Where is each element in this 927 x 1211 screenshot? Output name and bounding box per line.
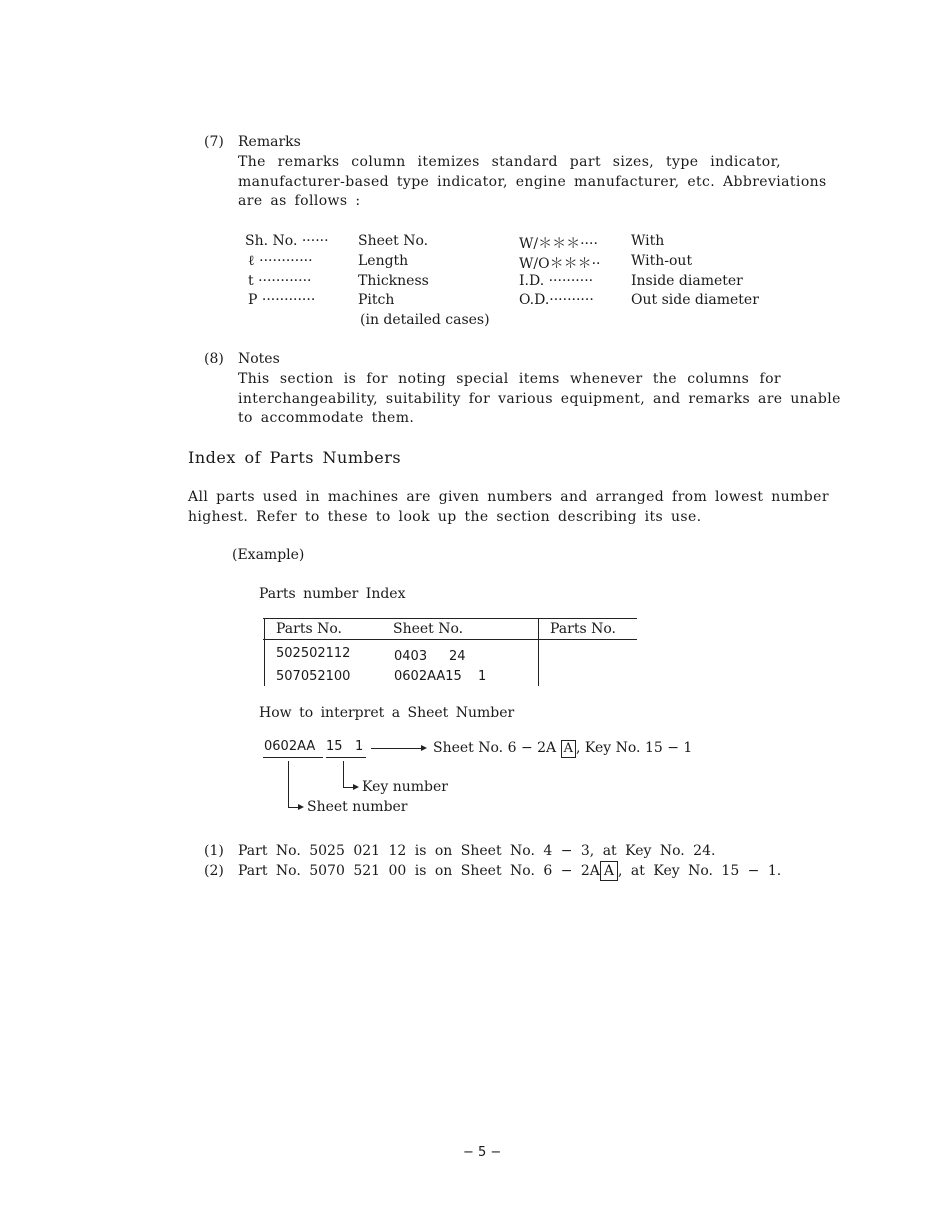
abbreviation-key: t ············ <box>248 273 312 289</box>
table-top-rule <box>263 618 637 619</box>
index-line: highest. Refer to these to look up the section describing its use. <box>188 508 702 525</box>
explanation-prefix: Part No. 5070 521 00 is on Sheet No. 6 − 2A <box>238 863 600 879</box>
remarks-line: are as follows : <box>238 193 361 210</box>
abbreviation-meaning: Out side diameter <box>631 292 759 308</box>
table-header-sheet-no: Sheet No. <box>393 621 464 637</box>
table-header-parts-no-2: Parts No. <box>550 621 616 637</box>
table-cell-key: 1 <box>478 669 487 684</box>
code-sheet-part: 0602AA <box>264 739 316 754</box>
key-underline <box>326 757 366 758</box>
abbreviation-meaning: Thickness <box>358 273 429 289</box>
table-cell-key: 24 <box>449 649 466 664</box>
key-connector-vertical <box>343 761 344 787</box>
abbreviation-key: Sh. No. ······ <box>245 233 329 249</box>
sheet-connector-vertical <box>288 761 289 807</box>
notes-line: interchangeability, suitability for various equipment, and remarks are unable <box>238 390 841 407</box>
abbreviation-meaning: Pitch <box>358 292 395 308</box>
code-suffix: 1 <box>355 739 364 754</box>
result-suffix: , Key No. 15 − 1 <box>576 740 693 756</box>
abbreviation-meaning: With-out <box>631 253 693 269</box>
section-a-box: A <box>561 740 576 758</box>
example-label: (Example) <box>232 547 305 563</box>
abbreviation-key: W/O＊＊＊·· <box>519 256 601 272</box>
abbreviation-meaning: Inside diameter <box>631 273 743 289</box>
notes-line: to accommodate them. <box>238 410 415 427</box>
result-prefix: Sheet No. 6 − 2A <box>433 740 557 756</box>
remarks-line: The remarks column itemizes standard part sizes, type indicator, <box>238 154 781 170</box>
table-cell-part: 502502112 <box>276 646 351 661</box>
abbreviation-key: I.D. ·········· <box>519 273 594 289</box>
key-connector-arrow <box>353 784 359 790</box>
abbreviation-meaning: Length <box>358 253 409 269</box>
table-divider <box>538 618 539 686</box>
abbreviation-key: P ············ <box>248 292 316 308</box>
result-arrow-line <box>371 748 421 749</box>
notes-paragraph <box>238 370 841 429</box>
table-cell-sheet: 0403 <box>394 649 428 664</box>
abbreviation-key: ℓ ············ <box>248 253 313 269</box>
notes-number: (8) <box>204 351 224 367</box>
index-line: All parts used in machines are given numbers and arranged from lowest number <box>188 489 829 505</box>
remarks-number: (7) <box>204 134 224 150</box>
notes-title: Notes <box>238 351 280 367</box>
abbreviation-meaning: Sheet No. <box>358 233 429 249</box>
abbreviation-key: W/＊＊＊···· <box>519 236 598 252</box>
table-title: Parts number Index <box>259 586 406 602</box>
sheet-underline <box>263 757 323 758</box>
table-left-border <box>264 618 265 686</box>
sheet-connector-arrow <box>298 804 304 810</box>
remarks-paragraph <box>238 153 827 212</box>
explanation-suffix: , at Key No. 15 − 1. <box>618 863 782 879</box>
table-cell-sheet: 0602AA15 <box>394 669 462 684</box>
table-header-parts-no: Parts No. <box>276 621 342 637</box>
interpret-title: How to interpret a Sheet Number <box>259 705 515 721</box>
explanation-number: (2) <box>204 863 224 879</box>
table-cell-part: 507052100 <box>276 669 351 684</box>
pitch-note: (in detailed cases) <box>360 312 490 328</box>
key-connector-horizontal <box>343 787 353 788</box>
index-heading: Index of Parts Numbers <box>188 448 402 467</box>
interpretation-result <box>433 740 692 758</box>
index-paragraph <box>188 488 829 527</box>
explanation-text: Part No. 5025 021 12 is on Sheet No. 4 − 3, at Key No. 24. <box>238 843 716 859</box>
page-number: − 5 − <box>463 1145 502 1160</box>
explanation-text <box>238 861 781 881</box>
sheet-connector-horizontal <box>288 807 298 808</box>
sheet-number-label: Sheet number <box>307 799 408 815</box>
explanation-number: (1) <box>204 843 224 859</box>
code-key-part: 15 <box>326 739 343 754</box>
abbreviation-key: O.D.·········· <box>519 292 594 308</box>
section-a-box: A <box>600 861 618 881</box>
abbreviation-meaning: With <box>631 233 665 249</box>
remarks-title: Remarks <box>238 134 301 150</box>
remarks-line: manufacturer-based type indicator, engine manufacturer, etc. Abbreviations <box>238 173 827 190</box>
key-number-label: Key number <box>362 779 448 795</box>
table-header-rule <box>263 639 637 640</box>
result-arrow-head <box>421 745 427 751</box>
notes-line: This section is for noting special items whenever the columns for <box>238 371 781 387</box>
